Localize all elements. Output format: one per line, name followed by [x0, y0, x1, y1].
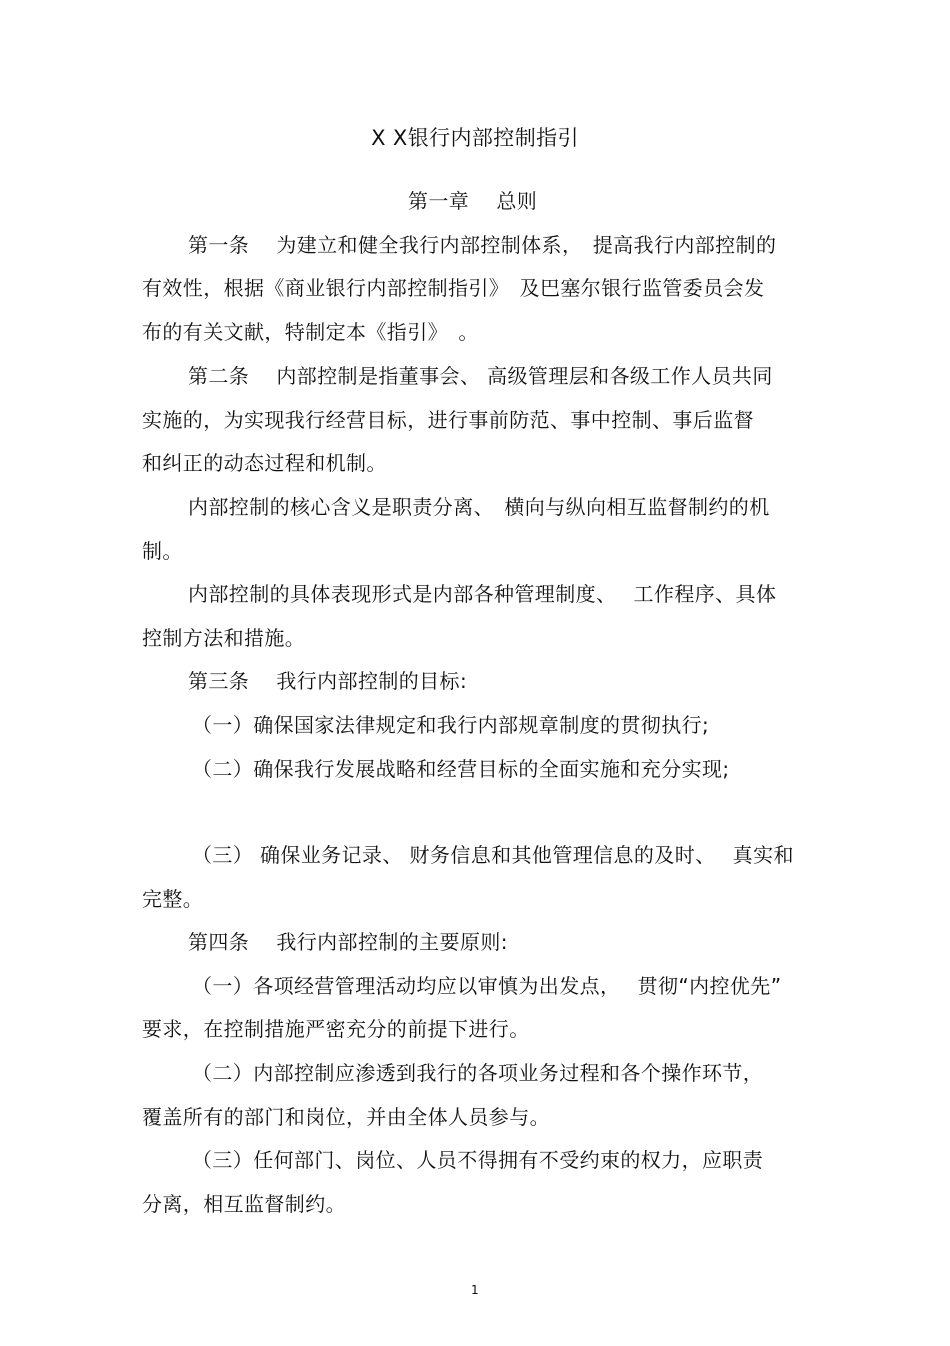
text-line: 第四条 我行内部控制的主要原则:: [188, 930, 508, 954]
text-line: 要求，在控制措施严密充分的前提下进行。: [142, 1017, 530, 1041]
text-line: 第二条 内部控制是指董事会、 高级管理层和各级工作人员共同: [188, 364, 773, 388]
text-line: 分离，相互监督制约。: [142, 1192, 346, 1216]
text-line: 完整。: [142, 887, 204, 911]
text-line: 覆盖所有的部门和岗位，并由全体人员参与。: [142, 1105, 550, 1129]
text-line: 第一条 为建立和健全我行内部控制体系， 提高我行内部控制的: [188, 233, 777, 257]
text-line: （一）确保国家法律规定和我行内部规章制度的贯彻执行;: [192, 713, 710, 737]
page-number: 1: [470, 1283, 480, 1297]
text-line: （二）确保我行发展战略和经营目标的全面实施和充分实现;: [192, 757, 730, 781]
text-line: 第三条 我行内部控制的目标:: [188, 669, 468, 693]
text-line: 内部控制的核心含义是职责分离、 横向与纵向相互监督制约的机: [188, 495, 770, 519]
document-title: X X银行内部控制指引: [371, 126, 579, 150]
text-line: （二）内部控制应渗透到我行的各项业务过程和各个操作环节，: [192, 1061, 764, 1085]
text-line: 实施的，为实现我行经营目标，进行事前防范、事中控制、事后监督: [142, 408, 754, 432]
text-line: 和纠正的动态过程和机制。: [142, 451, 387, 475]
text-line: （三）任何部门、岗位、人员不得拥有不受约束的权力，应职责: [192, 1148, 764, 1172]
chapter-heading: 第一章 总则: [408, 189, 538, 213]
text-line: 控制方法和措施。: [142, 626, 306, 650]
text-line: （三） 确保业务记录、 财务信息和其他管理信息的及时、 真实和: [192, 843, 794, 867]
text-line: 有效性，根据《商业银行内部控制指引》 及巴塞尔银行监管委员会发: [142, 276, 765, 300]
text-line: 布的有关文献，特制定本《指引》 。: [142, 320, 479, 344]
text-line: 制。: [142, 539, 183, 563]
text-line: （一）各项经营管理活动均应以审慎为出发点， 贯彻“内控优先”: [192, 974, 782, 998]
text-line: 内部控制的具体表现形式是内部各种管理制度、 工作程序、具体: [188, 582, 777, 606]
